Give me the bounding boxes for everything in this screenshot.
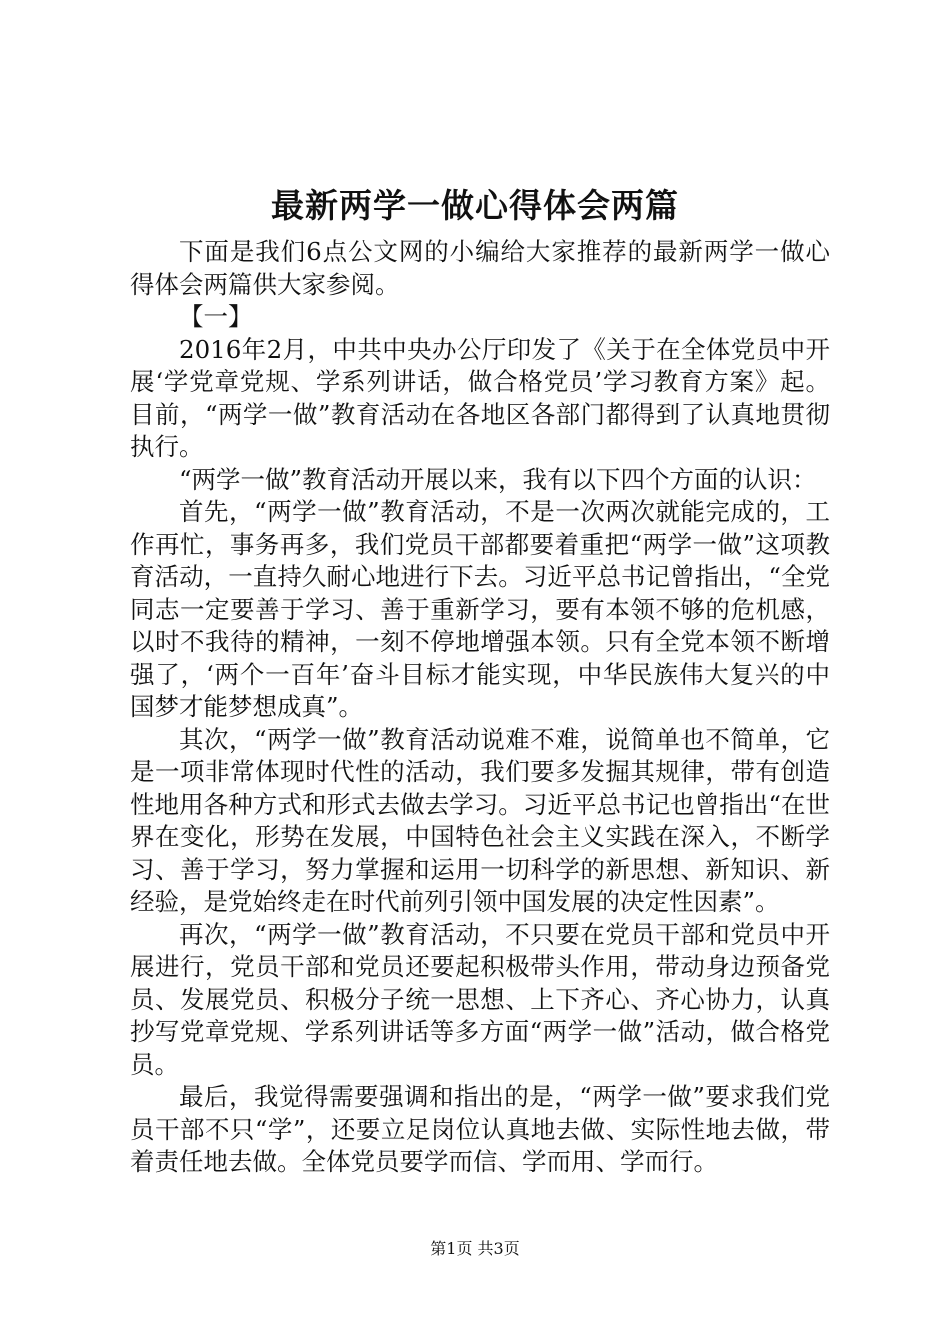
document-title: 最新两学一做心得体会两篇	[271, 186, 679, 225]
paragraph-third-point: 再次，“两学一做”教育活动，不只要在党员干部和党员中开展进行，党员干部和党员还要起积极带头作用，带动身边预备党员、发展党员、积极分子统一思想、上下齐心、齐心协力，认真抄写党章党规、学系列讲话等多方面“两学一做”活动，做合格党员。	[130, 919, 830, 1079]
paragraph-background: 2016年2月，中共中央办公厅印发了《关于在全体党员中开展‘学党章党规、学系列讲话，做合格党员’学习教育方案》起。目前，“两学一做”教育活动在各地区各部门都得到了认真地贯彻执行。	[130, 334, 830, 461]
section-heading-one: 【一】	[179, 302, 253, 331]
paragraph-first-point: 首先，“两学一做”教育活动，不是一次两次就能完成的，工作再忙，事务再多，我们党员干部都要着重把“两学一做”这项教育活动，一直持久耐心地进行下去。习近平总书记曾指出，“全党同志一定要善于学习、善于重新学习，要有本领不够的危机感，以时不我待的精神，一刻不停地增强本领。只有全党本领不断增强了，‘两个一百年’奋斗目标才能实现，中华民族伟大复兴的中国梦才能梦想成真”。	[130, 497, 830, 721]
paragraph-overview: “两学一做”教育活动开展以来，我有以下四个方面的认识：	[179, 464, 817, 494]
page-number-footer: 第1页 共3页	[430, 1239, 520, 1258]
paragraph-intro: 下面是我们6点公文网的小编给大家推荐的最新两学一做心得体会两篇供大家参阅。	[130, 237, 830, 299]
paragraph-last-point: 最后，我觉得需要强调和指出的是，“两学一做”要求我们党员干部不只“学”，还要立足岗位认真地去做、实际性地去做，带着责任地去做。全体党员要学而信、学而用、学而行。	[130, 1082, 830, 1176]
paragraph-second-point: 其次，“两学一做”教育活动说难不难，说简单也不简单，它是一项非常体现时代性的活动，我们要多发掘其规律，带有创造性地用各种方式和形式去做去学习。习近平总书记也曾指出“在世界在变化，形势在发展，中国特色社会主义实践在深入，不断学习、善于学习，努力掌握和运用一切科学的新思想、新知识、新经验，是党始终走在时代前列引领中国发展的决定性因素”。	[130, 724, 830, 916]
document-body	[130, 236, 830, 1179]
